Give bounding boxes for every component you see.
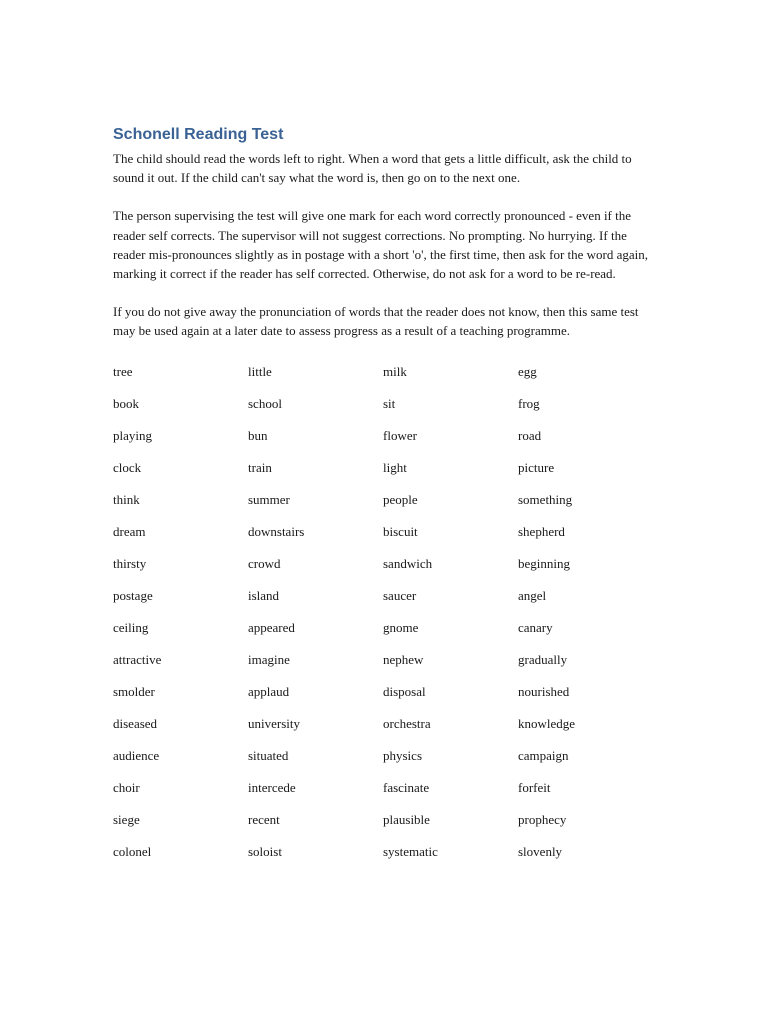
document-page xyxy=(113,125,658,876)
word-cell: colonel xyxy=(113,843,152,859)
word-cell: beginning xyxy=(518,555,570,571)
word-cell: fascinate xyxy=(383,779,430,795)
word-cell: prophecy xyxy=(518,811,567,827)
word-cell: ceiling xyxy=(113,619,149,635)
word-cell: sandwich xyxy=(383,555,433,571)
word-cell: milk xyxy=(383,363,407,379)
word-cell: gnome xyxy=(383,619,419,635)
word-cell: diseased xyxy=(113,715,158,731)
word-cell: postage xyxy=(113,587,153,603)
word-cell: dream xyxy=(113,523,146,539)
word-cell: nephew xyxy=(383,651,424,667)
word-cell: smolder xyxy=(113,683,155,699)
word-cell: saucer xyxy=(383,587,417,603)
word-cell: book xyxy=(113,395,139,411)
word-cell: school xyxy=(248,395,282,411)
word-cell: picture xyxy=(518,459,555,475)
word-cell: angel xyxy=(518,587,547,603)
word-cell: orchestra xyxy=(383,715,431,731)
word-cell: intercede xyxy=(248,779,296,795)
word-cell: train xyxy=(248,459,272,475)
word-cell: little xyxy=(248,363,272,379)
word-cell: forfeit xyxy=(518,779,551,795)
word-cell: applaud xyxy=(248,683,290,699)
word-cell: university xyxy=(248,715,300,731)
word-cell: slovenly xyxy=(518,843,563,859)
word-cell: siege xyxy=(113,811,140,827)
document-title: Schonell Reading Test xyxy=(113,126,284,143)
word-cell: light xyxy=(383,459,407,475)
word-cell: knowledge xyxy=(518,715,576,731)
word-cell: biscuit xyxy=(383,523,418,539)
word-cell: island xyxy=(248,587,280,603)
word-cell: physics xyxy=(383,747,422,763)
word-cell: something xyxy=(518,491,573,507)
word-cell: choir xyxy=(113,779,140,795)
word-cell: egg xyxy=(518,363,537,379)
word-cell: audience xyxy=(113,747,160,763)
word-cell: bun xyxy=(248,427,268,443)
word-cell: playing xyxy=(113,427,152,443)
word-grid xyxy=(113,364,658,876)
word-cell: recent xyxy=(248,811,280,827)
word-cell: attractive xyxy=(113,651,162,667)
word-cell: clock xyxy=(113,459,142,475)
word-cell: situated xyxy=(248,747,289,763)
instructions-paragraph: The child should read the words left to right. When a word that gets a little difficult, ask the child to sound it out. If the child can't say what the word is, then go on to the next one. xyxy=(113,151,632,186)
word-cell: soloist xyxy=(248,843,282,859)
word-cell: shepherd xyxy=(518,523,565,539)
word-cell: thirsty xyxy=(113,555,147,571)
retest-paragraph: If you do not give away the pronunciation of words that the reader does not know, then this same test may be used again at a later date to assess progress as a result of a teaching programme. xyxy=(113,304,639,339)
word-cell: sit xyxy=(383,395,396,411)
word-cell: canary xyxy=(518,619,553,635)
word-cell: think xyxy=(113,491,140,507)
word-cell: appeared xyxy=(248,619,295,635)
word-cell: flower xyxy=(383,427,417,443)
word-cell: downstairs xyxy=(248,523,305,539)
word-cell: crowd xyxy=(248,555,281,571)
word-cell: tree xyxy=(113,363,133,379)
word-cell: disposal xyxy=(383,683,426,699)
word-cell: nourished xyxy=(518,683,570,699)
word-cell: imagine xyxy=(248,651,290,667)
marking-paragraph: The person supervising the test will give one mark for each word correctly pronounced - even if the reader self corrects. The supervisor will not suggest corrections. No prompting. No hurrying. If the reader mis-pronounces slightly as in postage with a short 'o', the first time, then ask for the word again, marking it correct if the reader has self corrected. Otherwise, do not ask for a word to be re-read. xyxy=(113,208,649,282)
word-cell: frog xyxy=(518,395,540,411)
word-cell: gradually xyxy=(518,651,568,667)
word-cell: plausible xyxy=(383,811,430,827)
word-cell: road xyxy=(518,427,542,443)
word-cell: summer xyxy=(248,491,290,507)
word-cell: campaign xyxy=(518,747,569,763)
word-cell: people xyxy=(383,491,418,507)
word-cell: systematic xyxy=(383,843,438,859)
